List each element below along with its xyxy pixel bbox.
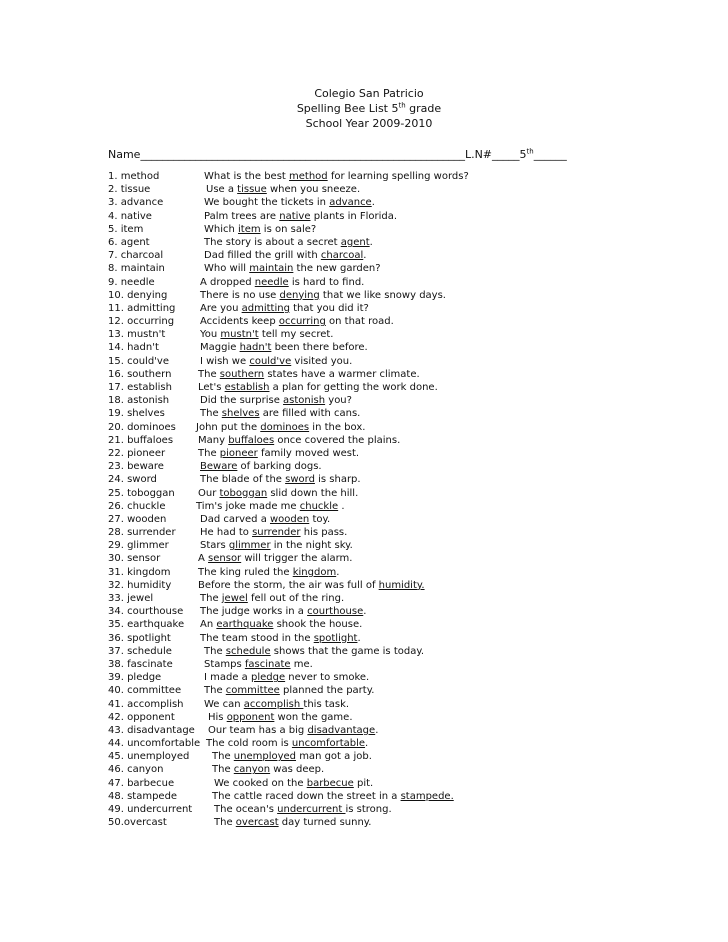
underlined-word: occurring <box>278 316 326 328</box>
underlined-word: pledge <box>250 672 286 684</box>
spelling-word: 22. pioneer <box>108 447 166 459</box>
spelling-word: 49. undercurrent <box>108 804 193 815</box>
spelling-word: 32. humidity <box>108 579 172 591</box>
spelling-word: 28. surrender <box>108 527 176 539</box>
example-sentence: The cold room is uncomfortable. <box>206 738 369 750</box>
underlined-word: committee <box>225 685 280 697</box>
list-item <box>108 487 708 500</box>
spelling-word: 35. earthquake <box>108 619 185 631</box>
example-sentence: What is the best method for learning spelling words? <box>204 171 469 182</box>
underlined-word: fascinate <box>244 658 291 670</box>
example-sentence: John put the dominoes in the box. <box>196 421 366 433</box>
underlined-word: maintain <box>249 263 294 275</box>
list-title: Spelling Bee List 5th grade <box>296 101 442 115</box>
spelling-word: 31. kingdom <box>108 566 171 578</box>
spelling-word: 39. pledge <box>108 672 162 684</box>
spelling-word: 42. opponent <box>108 711 175 723</box>
example-sentence: I wish we could've visited you. <box>200 355 353 367</box>
spelling-word: 17. establish <box>108 382 172 393</box>
spelling-word: 43. disadvantage <box>108 724 195 736</box>
list-item <box>108 605 708 618</box>
example-sentence: Our toboggan slid down the hill. <box>198 487 359 499</box>
example-sentence: Which item is on sale? <box>204 223 317 235</box>
underlined-word: Beware <box>200 461 238 473</box>
example-sentence: The cattle raced down the street in a stampede. <box>212 790 454 802</box>
spelling-word: 30. sensor <box>108 553 161 565</box>
example-sentence: There is no use denying that we like snowy days. <box>200 289 446 301</box>
example-sentence: Many buffaloes once covered the plains. <box>198 434 401 446</box>
underlined-word: advance <box>329 197 372 209</box>
example-sentence: Are you admitting that you did it? <box>200 302 369 314</box>
underlined-word: unemployed <box>233 751 297 763</box>
example-sentence: The king ruled the kingdom. <box>198 566 340 578</box>
underlined-word: astonish <box>283 395 326 407</box>
list-item <box>108 249 708 262</box>
spelling-word: 19. shelves <box>108 408 165 420</box>
spelling-word: 37. schedule <box>108 645 172 657</box>
underlined-word: buffaloes <box>228 434 275 446</box>
spelling-word: 11. admitting <box>108 302 176 314</box>
spelling-word: 2. tissue <box>108 184 151 196</box>
spelling-word: 47. barbecue <box>108 777 175 789</box>
example-sentence: The ocean's undercurrent is strong. <box>214 804 392 815</box>
list-item <box>108 183 708 196</box>
underlined-word: opponent <box>226 711 275 723</box>
list-item <box>108 539 708 552</box>
example-sentence: The pioneer family moved west. <box>198 447 360 459</box>
example-sentence: The schedule shows that the game is today. <box>204 645 424 657</box>
spelling-word: 1. method <box>108 171 160 182</box>
underlined-word: sensor <box>208 553 242 565</box>
example-sentence: Stars glimmer in the night sky. <box>200 540 353 552</box>
example-sentence: We bought the tickets in advance. <box>204 197 375 209</box>
spelling-word: 14. hadn't <box>108 342 159 354</box>
example-sentence: The story is about a secret agent. <box>204 236 373 248</box>
example-sentence: Let's establish a plan for getting the work done. <box>198 382 438 393</box>
example-sentence: The shelves are filled with cans. <box>200 408 361 420</box>
underlined-word: jewel <box>221 593 248 604</box>
list-item <box>108 447 708 460</box>
list-item <box>108 394 708 407</box>
spelling-word: 21. buffaloes <box>108 434 174 446</box>
example-sentence: Palm trees are native plants in Florida. <box>204 210 398 222</box>
list-item <box>108 750 708 763</box>
underlined-word: native <box>279 210 311 222</box>
underlined-word: tissue <box>237 184 267 196</box>
spelling-word: 16. southern <box>108 368 172 380</box>
underlined-word: could've <box>249 355 292 367</box>
underlined-word: canyon <box>233 764 271 776</box>
example-sentence: The canyon was deep. <box>212 764 325 776</box>
spelling-word: 44. uncomfortable <box>108 738 201 750</box>
underlined-word: barbecue <box>306 777 354 789</box>
spelling-word: 5. item <box>108 223 144 235</box>
spelling-word: 3. advance <box>108 197 164 209</box>
list-item <box>108 315 708 328</box>
list-item <box>108 473 708 486</box>
list-item <box>108 737 708 750</box>
list-item <box>108 684 708 697</box>
spelling-word: 18. astonish <box>108 395 170 407</box>
underlined-word: overcast <box>235 817 279 829</box>
underlined-word: hadn't <box>239 342 272 354</box>
list-item <box>108 223 708 236</box>
underlined-word: pioneer <box>219 447 258 459</box>
underlined-word: earthquake <box>216 619 274 631</box>
list-item <box>108 658 708 671</box>
example-sentence: The southern states have a warmer climate. <box>198 368 420 380</box>
list-item <box>108 790 708 803</box>
list-item <box>108 355 708 368</box>
spelling-word: 36. spotlight <box>108 632 171 644</box>
list-item <box>108 210 708 223</box>
underlined-word: admitting <box>241 302 290 314</box>
underlined-word: disadvantage <box>307 724 376 736</box>
example-sentence: The judge works in a courthouse. <box>200 606 367 618</box>
list-item <box>108 526 708 539</box>
example-sentence: An earthquake shook the house. <box>200 619 363 631</box>
list-item <box>108 645 708 658</box>
spelling-word: 45. unemployed <box>108 751 190 763</box>
spelling-word: 12. occurring <box>108 316 175 328</box>
example-sentence: Accidents keep occurring on that road. <box>200 316 394 328</box>
spelling-word: 15. could've <box>108 355 169 367</box>
list-item <box>108 698 708 711</box>
spelling-word: 24. sword <box>108 474 157 486</box>
example-sentence: Dad filled the grill with charcoal. <box>204 250 367 262</box>
spelling-word: 48. stampede <box>108 790 178 802</box>
list-item <box>108 592 708 605</box>
list-item <box>108 407 708 420</box>
underlined-word: stampede. <box>400 790 454 802</box>
underlined-word: southern <box>219 368 265 380</box>
list-item <box>108 513 708 526</box>
example-sentence: We can accomplish this task. <box>204 698 350 710</box>
example-sentence: The team stood in the spotlight. <box>200 632 361 644</box>
underlined-word: glimmer <box>228 540 271 552</box>
list-item <box>108 276 708 289</box>
underlined-word: toboggan <box>219 487 268 499</box>
spelling-word: 46. canyon <box>108 764 164 776</box>
school-year: School Year 2009-2010 <box>305 117 433 130</box>
underlined-word: chuckle <box>299 500 339 512</box>
spelling-word: 27. wooden <box>108 513 167 525</box>
spelling-word: 23. beware <box>108 461 164 473</box>
list-item <box>108 724 708 737</box>
list-item <box>108 816 708 829</box>
underlined-word: accomplish <box>243 698 304 710</box>
list-item <box>108 566 708 579</box>
underlined-word: spotlight <box>313 632 358 644</box>
spelling-word: 50.overcast <box>108 817 167 829</box>
name-line: Name___________________________________________________________L.N#_____5th______ <box>108 147 567 161</box>
example-sentence: Use a tissue when you sneeze. <box>206 184 361 196</box>
example-sentence: Our team has a big disadvantage. <box>208 724 379 736</box>
example-sentence: The unemployed man got a job. <box>212 751 372 763</box>
list-item <box>108 777 708 790</box>
example-sentence: His opponent won the game. <box>208 711 353 723</box>
list-item <box>108 460 708 473</box>
example-sentence: Tim's joke made me chuckle . <box>196 500 345 512</box>
list-item <box>108 302 708 315</box>
list-item <box>108 328 708 341</box>
example-sentence: Did the surprise astonish you? <box>200 395 352 407</box>
header <box>0 86 728 131</box>
spelling-word: 6. agent <box>108 236 150 248</box>
underlined-word: sword <box>285 474 315 486</box>
spelling-word: 33. jewel <box>108 593 154 604</box>
list-item <box>108 381 708 394</box>
example-sentence: A dropped needle is hard to find. <box>200 276 365 288</box>
spelling-word: 38. fascinate <box>108 658 173 670</box>
list-item <box>108 579 708 592</box>
example-sentence: The committee planned the party. <box>204 685 375 697</box>
list-item <box>108 803 708 816</box>
underlined-word: shelves <box>221 408 260 420</box>
example-sentence: Beware of barking dogs. <box>200 461 322 473</box>
spelling-word: 20. dominoes <box>108 421 176 433</box>
spelling-word: 8. maintain <box>108 263 165 275</box>
school-name: Colegio San Patricio <box>314 87 424 100</box>
spelling-word: 7. charcoal <box>108 250 164 262</box>
spelling-word: 4. native <box>108 210 152 222</box>
list-item <box>108 236 708 249</box>
underlined-word: uncomfortable <box>291 738 366 750</box>
example-sentence: Dad carved a wooden toy. <box>200 513 331 525</box>
spelling-word-list <box>108 170 708 829</box>
example-sentence: He had to surrender his pass. <box>200 527 348 539</box>
spelling-word: 34. courthouse <box>108 606 184 618</box>
underlined-word: surrender <box>252 527 301 539</box>
list-item <box>108 341 708 354</box>
list-item <box>108 289 708 302</box>
list-item <box>108 711 708 724</box>
underlined-word: mustn't <box>220 329 259 341</box>
list-item <box>108 500 708 513</box>
example-sentence: The blade of the sword is sharp. <box>200 474 361 486</box>
list-item <box>108 262 708 275</box>
underlined-word: agent <box>340 236 370 248</box>
spelling-word: 9. needle <box>108 276 155 288</box>
example-sentence: Stamps fascinate me. <box>204 658 313 670</box>
example-sentence: The jewel fell out of the ring. <box>200 593 345 604</box>
list-item <box>108 421 708 434</box>
list-item <box>108 632 708 645</box>
underlined-word: establish <box>224 382 270 393</box>
underlined-word: kingdom <box>292 566 337 578</box>
underlined-word: charcoal <box>320 250 364 262</box>
spelling-word: 10. denying <box>108 289 168 301</box>
spelling-word: 41. accomplish <box>108 698 184 710</box>
underlined-word: item <box>238 223 261 235</box>
example-sentence: I made a pledge never to smoke. <box>204 672 370 684</box>
underlined-word: method <box>289 171 328 182</box>
underlined-word: dominoes <box>260 421 310 433</box>
example-sentence: A sensor will trigger the alarm. <box>198 553 353 565</box>
list-item <box>108 552 708 565</box>
spelling-word: 40. committee <box>108 685 182 697</box>
underlined-word: needle <box>254 276 289 288</box>
underlined-word: courthouse <box>307 606 364 618</box>
example-sentence: You mustn't tell my secret. <box>200 329 334 341</box>
spelling-word: 29. glimmer <box>108 540 169 552</box>
spelling-word: 26. chuckle <box>108 500 166 512</box>
example-sentence: We cooked on the barbecue pit. <box>214 777 374 789</box>
list-item <box>108 368 708 381</box>
underlined-word: humidity. <box>378 579 425 591</box>
example-sentence: Before the storm, the air was full of humidity. <box>198 579 425 591</box>
list-item <box>108 671 708 684</box>
list-item <box>108 763 708 776</box>
list-item <box>108 170 708 183</box>
example-sentence: Maggie hadn't been there before. <box>200 342 368 354</box>
list-item <box>108 196 708 209</box>
example-sentence: Who will maintain the new garden? <box>204 263 381 275</box>
underlined-word: undercurrent <box>277 804 346 815</box>
underlined-word: denying <box>279 289 320 301</box>
list-item <box>108 434 708 447</box>
spelling-word: 13. mustn't <box>108 329 166 341</box>
list-item <box>108 618 708 631</box>
spelling-word: 25. toboggan <box>108 487 175 499</box>
underlined-word: wooden <box>270 513 310 525</box>
underlined-word: schedule <box>225 645 271 657</box>
example-sentence: The overcast day turned sunny. <box>214 817 372 829</box>
